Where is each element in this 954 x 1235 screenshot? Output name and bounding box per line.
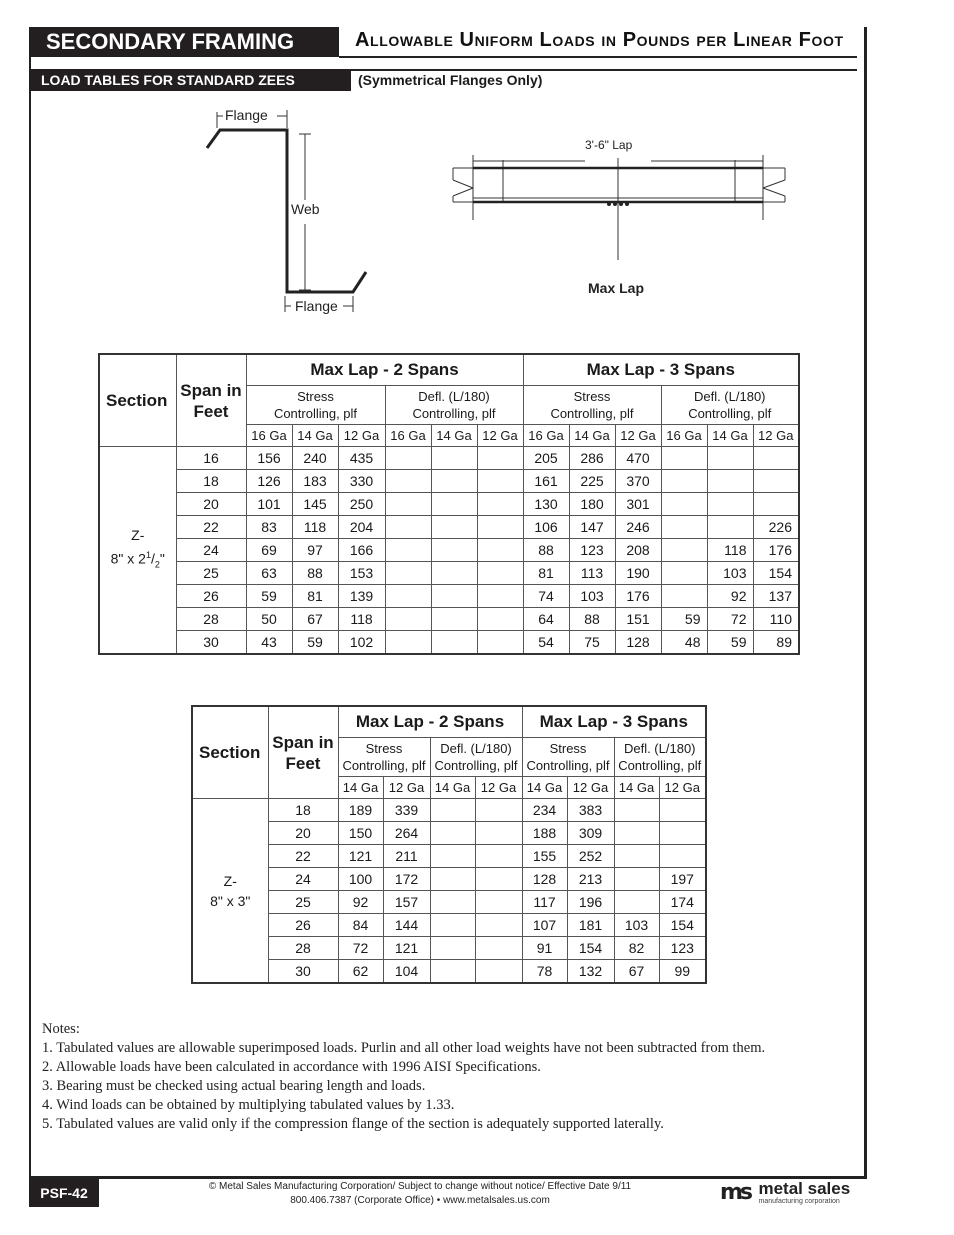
- load-value-cell: [614, 799, 659, 822]
- load-value-cell: 188: [522, 822, 567, 845]
- load-value-cell: 88: [523, 539, 569, 562]
- load-value-cell: 118: [292, 516, 338, 539]
- lap-splice-diagram: [445, 130, 795, 310]
- gauge-cell: 14 Ga: [338, 777, 383, 799]
- table-row: [99, 470, 799, 493]
- load-value-cell: 161: [523, 470, 569, 493]
- load-value-cell: [430, 868, 475, 891]
- load-value-cell: [475, 960, 522, 984]
- load-value-cell: [385, 539, 431, 562]
- section-frac-den: 2: [154, 559, 160, 570]
- load-value-cell: 74: [523, 585, 569, 608]
- load-value-cell: 156: [246, 447, 292, 470]
- load-value-cell: 174: [659, 891, 706, 914]
- load-value-cell: 197: [659, 868, 706, 891]
- load-value-cell: 196: [567, 891, 614, 914]
- span-cell: 18: [268, 799, 338, 822]
- logo-tagline: manufacturing corporation: [758, 1198, 840, 1205]
- load-value-cell: 59: [292, 631, 338, 655]
- load-value-cell: [614, 845, 659, 868]
- load-value-cell: 137: [753, 585, 799, 608]
- table1-body: [99, 447, 799, 655]
- web-label: Web: [291, 201, 320, 217]
- table-row: [192, 822, 706, 845]
- gauge-cell: 12 Ga: [475, 777, 522, 799]
- load-value-cell: 208: [615, 539, 661, 562]
- section-name-cell: [192, 799, 268, 984]
- load-value-cell: [477, 608, 523, 631]
- stress-header: Stress Controlling, plf: [246, 386, 385, 425]
- lap-dimension-label: 3'-6" Lap: [585, 138, 633, 152]
- load-value-cell: 226: [753, 516, 799, 539]
- section-header: Section: [192, 706, 268, 799]
- load-table-z8x2-5: [98, 353, 800, 655]
- load-value-cell: 88: [292, 562, 338, 585]
- load-value-cell: [431, 562, 477, 585]
- load-value-cell: 101: [246, 493, 292, 516]
- table-row: [99, 585, 799, 608]
- load-value-cell: 106: [523, 516, 569, 539]
- span-cell: 20: [176, 493, 246, 516]
- load-value-cell: [707, 493, 753, 516]
- load-table-z8x3: [191, 705, 707, 984]
- load-value-cell: 123: [569, 539, 615, 562]
- load-value-cell: 48: [661, 631, 707, 655]
- load-value-cell: 128: [615, 631, 661, 655]
- load-value-cell: 59: [661, 608, 707, 631]
- load-value-cell: [431, 631, 477, 655]
- span-cell: 26: [176, 585, 246, 608]
- load-value-cell: 107: [522, 914, 567, 937]
- load-value-cell: [477, 562, 523, 585]
- gauge-cell: 14 Ga: [431, 425, 477, 447]
- load-value-cell: [614, 822, 659, 845]
- load-value-cell: 155: [522, 845, 567, 868]
- load-value-cell: [475, 799, 522, 822]
- load-value-cell: 130: [523, 493, 569, 516]
- section-name-end: ": [159, 550, 165, 567]
- table-row: [99, 516, 799, 539]
- load-value-cell: 92: [707, 585, 753, 608]
- max-lap-label: Max Lap: [588, 280, 645, 296]
- load-value-cell: 113: [569, 562, 615, 585]
- load-value-cell: [385, 585, 431, 608]
- defl-header: Defl. (L/180) Controlling, plf: [614, 738, 706, 777]
- load-value-cell: 81: [523, 562, 569, 585]
- gauge-cell: 14 Ga: [707, 425, 753, 447]
- load-value-cell: 145: [292, 493, 338, 516]
- load-value-cell: [477, 539, 523, 562]
- load-value-cell: 54: [523, 631, 569, 655]
- stress-header: Stress Controlling, plf: [338, 738, 430, 777]
- load-value-cell: [385, 447, 431, 470]
- load-value-cell: 330: [338, 470, 385, 493]
- load-value-cell: [431, 447, 477, 470]
- load-value-cell: 435: [338, 447, 385, 470]
- load-value-cell: 72: [338, 937, 383, 960]
- group-header-2-spans: Max Lap - 2 Spans: [338, 706, 522, 738]
- note-item: 1. Tabulated values are allowable superimposed loads. Purlin and all other load weights have not been subtracted from them.: [42, 1040, 766, 1056]
- stress-header: Stress Controlling, plf: [522, 738, 614, 777]
- load-value-cell: 147: [569, 516, 615, 539]
- load-value-cell: [707, 516, 753, 539]
- notes-block: [42, 1020, 765, 1134]
- load-value-cell: [475, 868, 522, 891]
- load-value-cell: [659, 845, 706, 868]
- span-header-line2: Feet: [193, 401, 229, 421]
- load-value-cell: 225: [569, 470, 615, 493]
- load-value-cell: [753, 470, 799, 493]
- load-value-cell: 59: [707, 631, 753, 655]
- load-value-cell: [661, 470, 707, 493]
- logo-name: metal sales: [758, 1179, 851, 1198]
- table-row: [192, 845, 706, 868]
- load-value-cell: [430, 937, 475, 960]
- span-cell: 24: [176, 539, 246, 562]
- load-value-cell: [385, 562, 431, 585]
- load-value-cell: 63: [246, 562, 292, 585]
- gauge-cell: 12 Ga: [615, 425, 661, 447]
- load-value-cell: 128: [522, 868, 567, 891]
- load-value-cell: 154: [659, 914, 706, 937]
- span-cell: 28: [176, 608, 246, 631]
- load-value-cell: 84: [338, 914, 383, 937]
- load-value-cell: 123: [659, 937, 706, 960]
- load-value-cell: 154: [753, 562, 799, 585]
- span-cell: 25: [268, 891, 338, 914]
- table-row: [192, 914, 706, 937]
- load-value-cell: [385, 608, 431, 631]
- span-cell: 25: [176, 562, 246, 585]
- load-value-cell: 62: [338, 960, 383, 984]
- load-value-cell: [661, 539, 707, 562]
- load-value-cell: 211: [383, 845, 430, 868]
- load-value-cell: [475, 937, 522, 960]
- load-value-cell: [475, 914, 522, 937]
- note-item: 5. Tabulated values are valid only if the compression flange of the section is adequately supported laterally.: [42, 1116, 664, 1132]
- load-value-cell: [475, 845, 522, 868]
- load-value-cell: [431, 516, 477, 539]
- load-value-cell: [475, 891, 522, 914]
- load-value-cell: 139: [338, 585, 385, 608]
- span-cell: 18: [176, 470, 246, 493]
- load-value-cell: 151: [615, 608, 661, 631]
- load-value-cell: 126: [246, 470, 292, 493]
- table-row: [99, 447, 799, 470]
- gauge-cell: 12 Ga: [753, 425, 799, 447]
- span-header-line2: Feet: [285, 753, 321, 773]
- load-value-cell: 172: [383, 868, 430, 891]
- load-value-cell: 103: [707, 562, 753, 585]
- load-value-cell: 204: [338, 516, 385, 539]
- load-value-cell: [659, 822, 706, 845]
- table2-body: [192, 799, 706, 984]
- load-value-cell: [707, 447, 753, 470]
- gauge-cell: 14 Ga: [614, 777, 659, 799]
- load-value-cell: 103: [614, 914, 659, 937]
- load-value-cell: 154: [567, 937, 614, 960]
- footer-text: [160, 1180, 680, 1208]
- table-row: [99, 493, 799, 516]
- load-value-cell: 117: [522, 891, 567, 914]
- load-value-cell: [430, 822, 475, 845]
- gauge-cell: 12 Ga: [567, 777, 614, 799]
- load-value-cell: [753, 447, 799, 470]
- load-value-cell: 190: [615, 562, 661, 585]
- load-value-cell: 383: [567, 799, 614, 822]
- load-value-cell: [753, 493, 799, 516]
- load-value-cell: [661, 493, 707, 516]
- load-value-cell: 234: [522, 799, 567, 822]
- span-cell: 26: [268, 914, 338, 937]
- defl-header: Defl. (L/180) Controlling, plf: [385, 386, 523, 425]
- load-value-cell: 121: [338, 845, 383, 868]
- load-value-cell: 67: [614, 960, 659, 984]
- load-value-cell: 166: [338, 539, 385, 562]
- load-value-cell: 97: [292, 539, 338, 562]
- gauge-cell: 16 Ga: [246, 425, 292, 447]
- load-value-cell: [661, 562, 707, 585]
- load-value-cell: 150: [338, 822, 383, 845]
- load-value-cell: 370: [615, 470, 661, 493]
- load-value-cell: [431, 539, 477, 562]
- span-cell: 20: [268, 822, 338, 845]
- load-value-cell: 157: [383, 891, 430, 914]
- load-value-cell: 103: [569, 585, 615, 608]
- load-value-cell: 213: [567, 868, 614, 891]
- load-value-cell: 78: [522, 960, 567, 984]
- section-header: Section: [99, 354, 176, 447]
- load-value-cell: 100: [338, 868, 383, 891]
- load-value-cell: 50: [246, 608, 292, 631]
- span-header-line1: Span in: [272, 732, 334, 752]
- load-value-cell: [477, 585, 523, 608]
- load-value-cell: 75: [569, 631, 615, 655]
- table-row: [192, 937, 706, 960]
- load-value-cell: [477, 470, 523, 493]
- load-value-cell: 121: [383, 937, 430, 960]
- section-label: LOAD TABLES FOR STANDARD ZEES: [29, 69, 351, 91]
- span-header: [268, 706, 338, 799]
- gauge-cell: 16 Ga: [661, 425, 707, 447]
- gauge-cell: 12 Ga: [383, 777, 430, 799]
- load-value-cell: [385, 631, 431, 655]
- load-value-cell: 144: [383, 914, 430, 937]
- span-header-line1: Span in: [180, 380, 242, 400]
- load-value-cell: [431, 470, 477, 493]
- load-value-cell: 181: [567, 914, 614, 937]
- notes-title: Notes:: [42, 1021, 80, 1037]
- gauge-cell: 12 Ga: [338, 425, 385, 447]
- load-value-cell: 240: [292, 447, 338, 470]
- footer-contact: 800.406.7387 (Corporate Office) • www.metalsales.us.com: [290, 1195, 550, 1206]
- defl-header: Defl. (L/180) Controlling, plf: [430, 738, 522, 777]
- section-rule: [351, 69, 857, 71]
- load-value-cell: 189: [338, 799, 383, 822]
- load-value-cell: 250: [338, 493, 385, 516]
- table-row: [192, 960, 706, 984]
- load-value-cell: 81: [292, 585, 338, 608]
- section-name-line1: Z-: [223, 872, 237, 889]
- load-value-cell: 102: [338, 631, 385, 655]
- load-value-cell: [661, 516, 707, 539]
- span-cell: 22: [268, 845, 338, 868]
- flange-top-label: Flange: [225, 107, 268, 123]
- metal-sales-logo: [720, 1180, 850, 1206]
- load-value-cell: [475, 822, 522, 845]
- load-value-cell: 309: [567, 822, 614, 845]
- gauge-cell: 16 Ga: [385, 425, 431, 447]
- load-value-cell: 69: [246, 539, 292, 562]
- page-title: SECONDARY FRAMING: [29, 27, 339, 57]
- load-value-cell: [661, 585, 707, 608]
- table-row: [99, 539, 799, 562]
- load-value-cell: [430, 914, 475, 937]
- load-value-cell: [385, 516, 431, 539]
- load-value-cell: 183: [292, 470, 338, 493]
- load-value-cell: 286: [569, 447, 615, 470]
- zee-profile-shape: [207, 130, 366, 292]
- gauge-cell: 14 Ga: [569, 425, 615, 447]
- table-row: [99, 608, 799, 631]
- gauge-cell: 12 Ga: [477, 425, 523, 447]
- zee-profile-diagram: [195, 100, 385, 320]
- load-value-cell: 246: [615, 516, 661, 539]
- load-value-cell: 301: [615, 493, 661, 516]
- load-value-cell: 176: [753, 539, 799, 562]
- table-row: [192, 799, 706, 822]
- load-value-cell: [431, 608, 477, 631]
- table-row: [99, 562, 799, 585]
- gauge-cell: 14 Ga: [522, 777, 567, 799]
- note-item: 4. Wind loads can be obtained by multiplying tabulated values by 1.33.: [42, 1097, 455, 1113]
- flange-bottom-label: Flange: [295, 298, 338, 314]
- load-value-cell: 104: [383, 960, 430, 984]
- note-item: 3. Bearing must be checked using actual bearing length and loads.: [42, 1078, 426, 1094]
- load-value-cell: [430, 799, 475, 822]
- section-name-line2: 8" x 2: [110, 550, 146, 567]
- load-value-cell: [431, 585, 477, 608]
- load-value-cell: [385, 493, 431, 516]
- load-value-cell: 264: [383, 822, 430, 845]
- load-value-cell: 470: [615, 447, 661, 470]
- span-cell: 30: [176, 631, 246, 655]
- gauge-cell: 16 Ga: [523, 425, 569, 447]
- span-cell: 22: [176, 516, 246, 539]
- gauge-cell: 14 Ga: [292, 425, 338, 447]
- load-value-cell: 176: [615, 585, 661, 608]
- page-number: PSF-42: [29, 1179, 99, 1207]
- span-cell: 16: [176, 447, 246, 470]
- span-cell: 30: [268, 960, 338, 984]
- section-name-line2: 8" x 3": [210, 892, 251, 909]
- span-cell: 28: [268, 937, 338, 960]
- load-value-cell: 43: [246, 631, 292, 655]
- logo-mark-icon: ms: [720, 1180, 751, 1205]
- load-value-cell: 88: [569, 608, 615, 631]
- section-name-line1: Z-: [131, 527, 145, 544]
- span-cell: 24: [268, 868, 338, 891]
- load-value-cell: [430, 891, 475, 914]
- section-name-cell: Z- 8" x $2^1/_2$": [99, 447, 176, 655]
- load-value-cell: 92: [338, 891, 383, 914]
- load-value-cell: 153: [338, 562, 385, 585]
- load-value-cell: [707, 470, 753, 493]
- load-value-cell: [477, 447, 523, 470]
- table-row: [99, 631, 799, 655]
- table-row: [192, 868, 706, 891]
- load-value-cell: [477, 493, 523, 516]
- footer-copyright: © Metal Sales Manufacturing Corporation/ Subject to change without notice/ Effective Date 9/11: [208, 1181, 632, 1192]
- load-value-cell: [477, 631, 523, 655]
- load-value-cell: [431, 493, 477, 516]
- load-value-cell: 118: [338, 608, 385, 631]
- load-value-cell: 59: [246, 585, 292, 608]
- defl-header: Defl. (L/180) Controlling, plf: [661, 386, 799, 425]
- section-note: (Symmetrical Flanges Only): [358, 72, 543, 88]
- load-value-cell: 89: [753, 631, 799, 655]
- group-header-3-spans: Max Lap - 3 Spans: [522, 706, 706, 738]
- load-value-cell: [385, 470, 431, 493]
- load-value-cell: 99: [659, 960, 706, 984]
- load-value-cell: [430, 960, 475, 984]
- load-value-cell: [477, 516, 523, 539]
- load-value-cell: 205: [523, 447, 569, 470]
- load-value-cell: 82: [614, 937, 659, 960]
- load-value-cell: 91: [522, 937, 567, 960]
- load-value-cell: 339: [383, 799, 430, 822]
- gauge-cell: 12 Ga: [659, 777, 706, 799]
- load-value-cell: [614, 868, 659, 891]
- table-row: [192, 891, 706, 914]
- header-rule: [339, 56, 857, 58]
- load-value-cell: 252: [567, 845, 614, 868]
- load-value-cell: [614, 891, 659, 914]
- load-value-cell: 67: [292, 608, 338, 631]
- load-value-cell: 83: [246, 516, 292, 539]
- note-item: 2. Allowable loads have been calculated in accordance with 1996 AISI Specifications.: [42, 1059, 541, 1075]
- group-header-2-spans: Max Lap - 2 Spans: [246, 354, 523, 386]
- group-header-3-spans: Max Lap - 3 Spans: [523, 354, 799, 386]
- load-value-cell: 118: [707, 539, 753, 562]
- load-value-cell: [659, 799, 706, 822]
- page-subtitle: Allowable Uniform Loads in Pounds per Linear Foot: [355, 29, 844, 51]
- span-header: [176, 354, 246, 447]
- load-value-cell: 64: [523, 608, 569, 631]
- load-value-cell: 180: [569, 493, 615, 516]
- section-frac-num: 1: [145, 550, 151, 561]
- load-value-cell: [430, 845, 475, 868]
- load-value-cell: 132: [567, 960, 614, 984]
- stress-header: Stress Controlling, plf: [523, 386, 661, 425]
- load-value-cell: 72: [707, 608, 753, 631]
- load-value-cell: 110: [753, 608, 799, 631]
- gauge-cell: 14 Ga: [430, 777, 475, 799]
- load-value-cell: [661, 447, 707, 470]
